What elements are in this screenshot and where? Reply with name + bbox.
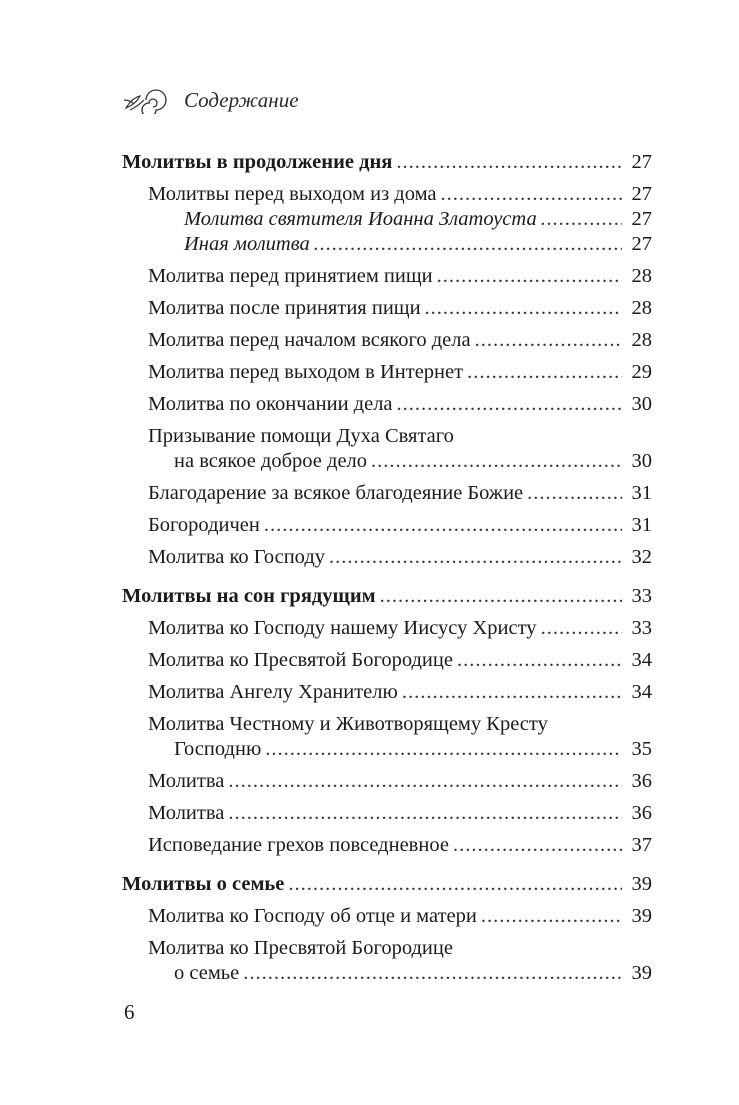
toc-subentry[interactable]: Иная молитва ..... 27 — [184, 232, 652, 257]
page-ref: 39 — [631, 905, 652, 927]
page-ref: 27 — [631, 208, 652, 230]
toc-entry[interactable]: Молитвы перед выходом из дома ..... 27 — [148, 182, 652, 207]
table-of-contents — [122, 150, 652, 994]
page-ref: 39 — [631, 962, 652, 984]
page-ref: 27 — [631, 151, 652, 173]
page-ref: 34 — [631, 649, 652, 671]
toc-section-bedtime — [122, 584, 652, 858]
page-ref: 27 — [631, 183, 652, 205]
page-ref: 37 — [631, 834, 652, 856]
page-header — [122, 86, 299, 114]
page-ref: 35 — [631, 738, 652, 760]
toc-entry[interactable]: Молитва ко Господу об отце и матери ..... 39 — [148, 904, 652, 929]
toc-entry[interactable]: Призывание помощи Духа Святаго на всякое доброе дело ..... 30 — [148, 424, 652, 474]
page-ref: 33 — [631, 585, 652, 607]
toc-entry[interactable]: Молитва ко Господу ..... 32 — [148, 545, 652, 570]
page-ref: 28 — [631, 265, 652, 287]
page-ref: 27 — [631, 233, 652, 255]
toc-subentry[interactable]: Молитва святителя Иоанна Златоуста ..... 27 — [184, 207, 652, 232]
toc-entry[interactable]: Молитва ..... 36 — [148, 801, 652, 826]
page-ref: 31 — [631, 514, 652, 536]
toc-entry[interactable]: Молитва перед принятием пищи ..... 28 — [148, 264, 652, 289]
toc-entry[interactable]: Молитва ..... 36 — [148, 769, 652, 794]
toc-entry[interactable]: Богородичен ..... 31 — [148, 513, 652, 538]
toc-entry[interactable]: Молитва ко Господу нашему Иисусу Христу ..... 33 — [148, 616, 652, 641]
page-ref: 29 — [631, 361, 652, 383]
page-ref: 36 — [631, 770, 652, 792]
toc-entry[interactable]: Молитва Честному и Животворящему Кресту Господню ..... 35 — [148, 712, 652, 762]
toc-entry[interactable]: Молитва ко Пресвятой Богородице о семье ..... 39 — [148, 936, 652, 986]
page-ref: 39 — [631, 873, 652, 895]
page-number: 6 — [124, 1000, 135, 1024]
header-title: Содержание — [184, 87, 299, 112]
page-ref: 36 — [631, 802, 652, 824]
page-ref: 31 — [631, 482, 652, 504]
toc-entry[interactable]: Исповедание грехов повседневное ..... 37 — [148, 833, 652, 858]
toc-section-family — [122, 872, 652, 986]
toc-entry[interactable]: Благодарение за всякое благодеяние Божие ..... 31 — [148, 481, 652, 506]
toc-entry[interactable]: Молитва Ангелу Хранителю ..... 34 — [148, 680, 652, 705]
page-ref: 28 — [631, 329, 652, 351]
toc-entry[interactable]: Молитва перед началом всякого дела ..... 28 — [148, 328, 652, 353]
toc-entry[interactable]: Молитва перед выходом в Интернет ..... 29 — [148, 360, 652, 385]
toc-section-heading[interactable]: Молитвы о семье ..... 39 — [122, 872, 652, 897]
page-ref: 30 — [631, 393, 652, 415]
page-ref: 33 — [631, 617, 652, 639]
leaf-swirl-ornament-icon — [122, 86, 170, 114]
toc-entry[interactable]: Молитва ко Пресвятой Богородице ..... 34 — [148, 648, 652, 673]
toc-section-heading[interactable]: Молитвы в продолжение дня ..... 27 — [122, 150, 652, 175]
toc-section-daytime — [122, 150, 652, 570]
toc-section-heading[interactable]: Молитвы на сон грядущим ..... 33 — [122, 584, 652, 609]
page-ref: 32 — [631, 546, 652, 568]
page-ref: 34 — [631, 681, 652, 703]
toc-entry[interactable]: Молитва после принятия пищи ..... 28 — [148, 296, 652, 321]
page-ref: 28 — [631, 297, 652, 319]
page-ref: 30 — [631, 450, 652, 472]
toc-entry[interactable]: Молитва по окончании дела ..... 30 — [148, 392, 652, 417]
